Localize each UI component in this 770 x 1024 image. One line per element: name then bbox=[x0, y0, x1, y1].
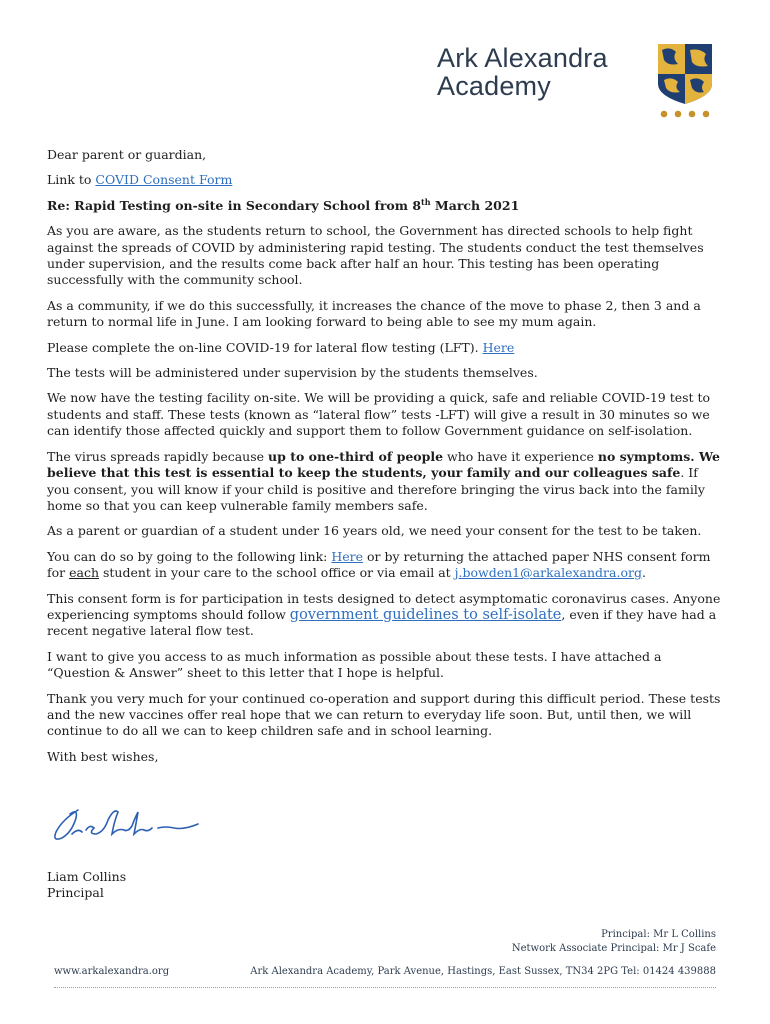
paragraph-7: As a parent or guardian of a student under 16 years old, we need your consent for the test to be taken. bbox=[47, 523, 702, 539]
subject-suffix: March 2021 bbox=[430, 197, 520, 213]
footer-address: Ark Alexandra Academy, Park Avenue, Hastings, East Sussex, TN34 2PG Tel: 01424 439888 bbox=[250, 966, 716, 977]
gov-guidelines-link[interactable]: government guidelines to self-isolate bbox=[289, 606, 562, 623]
school-crest-icon bbox=[654, 40, 716, 120]
email-link[interactable]: j.bowden1@arkalexandra.org bbox=[454, 565, 642, 581]
footer-website[interactable]: www.arkalexandra.org bbox=[54, 966, 170, 977]
paragraph-9 bbox=[47, 591, 723, 640]
paragraph-3-text: Please complete the on-line COVID-19 for lateral flow testing (LFT). bbox=[47, 339, 483, 355]
signer-block bbox=[47, 869, 126, 902]
associate-principal-line: Network Associate Principal: Mr J Scafe bbox=[511, 942, 716, 954]
p8-b: or by returning the attached paper NHS consent form for bbox=[47, 548, 711, 581]
closing: With best wishes, bbox=[47, 748, 159, 764]
lft-here-link[interactable]: Here bbox=[482, 339, 515, 355]
p9-a: This consent form is for participation in tests designed to detect asymptomatic coronavirus cases. Anyone experiencing symptoms should follow bbox=[47, 590, 721, 622]
school-logo-text bbox=[437, 44, 608, 100]
p6-c: who have it experience bbox=[443, 448, 598, 464]
p8-d: . bbox=[641, 565, 646, 581]
p8-a: You can do so by going to the following link: bbox=[47, 548, 332, 564]
footer-divider bbox=[54, 987, 716, 988]
paragraph-2: As a community, if we do this successfully, it increases the chance of the move to phase 2, then 3 and a return to normal life in June. I am looking forward to being able to see my mum again. bbox=[47, 297, 701, 330]
p6-a: The virus spreads rapidly because bbox=[47, 448, 269, 464]
subject-sup: th bbox=[421, 196, 431, 207]
p6-d: no symptoms. We believe that this test is essential to keep the students, your family and our colleagues safe bbox=[47, 448, 720, 481]
school-name-line1: Ark Alexandra bbox=[437, 43, 608, 73]
consent-link-line bbox=[47, 172, 723, 188]
signer-title: Principal bbox=[47, 885, 104, 901]
paragraph-8 bbox=[47, 549, 723, 582]
school-name-line2: Academy bbox=[437, 71, 551, 101]
subject-line bbox=[47, 198, 723, 214]
p9-b: , even if they have had a recent negative lateral flow test. bbox=[47, 606, 717, 639]
p6-b: up to one-third of people bbox=[268, 448, 444, 464]
principal-line: Principal: Mr L Collins bbox=[601, 929, 716, 940]
paragraph-3 bbox=[47, 340, 723, 356]
paragraph-6 bbox=[47, 449, 723, 515]
consent-here-link[interactable]: Here bbox=[331, 548, 364, 564]
salutation: Dear parent or guardian, bbox=[47, 147, 207, 162]
paragraph-11: Thank you very much for your continued co-operation and support during this difficult period. These tests and the new vaccines offer real hope that we can return to everyday life soon. But, until then, we will continue to do all we can to keep children safe and in school learning. bbox=[47, 690, 721, 739]
covid-consent-form-link[interactable]: COVID Consent Form bbox=[95, 172, 233, 188]
subject-prefix: Re: Rapid Testing on-site in Secondary School from 8 bbox=[47, 197, 422, 213]
p6-e: . If you consent, you will know if your child is positive and therefore bringing the virus back into the family home so that you can keep vulnerable family members safe. bbox=[47, 465, 705, 513]
signature-icon bbox=[48, 798, 208, 850]
paragraph-4: The tests will be administered under supervision by the students themselves. bbox=[47, 365, 538, 381]
signer-name: Liam Collins bbox=[47, 869, 127, 884]
paragraph-10: I want to give you access to as much information as possible about these tests. I have attached a “Question & Answer” sheet to this letter that I hope is helpful. bbox=[47, 648, 662, 681]
p8-c: student in your care to the school office or via email at bbox=[99, 565, 455, 581]
principals-block bbox=[512, 928, 716, 955]
letter-body bbox=[47, 147, 723, 774]
paragraph-5: We now have the testing facility on-site. We will be providing a quick, safe and reliable COVID-19 test to students and staff. These tests (known as “lateral flow” tests -LFT) will give a result in 30 minutes so we can identify those affected quickly and support them to follow Government guidance on self-isolation. bbox=[47, 390, 711, 439]
paragraph-1: As you are aware, as the students return to school, the Government has directed schools to help fight against the spreads of COVID by administering rapid testing. The students conduct the test themselves under supervision, and the results come back after half an hour. This testing has been operating successfully with the community school. bbox=[47, 223, 704, 288]
p8-each: each bbox=[69, 565, 100, 581]
consent-link-prefix: Link to bbox=[47, 172, 96, 188]
